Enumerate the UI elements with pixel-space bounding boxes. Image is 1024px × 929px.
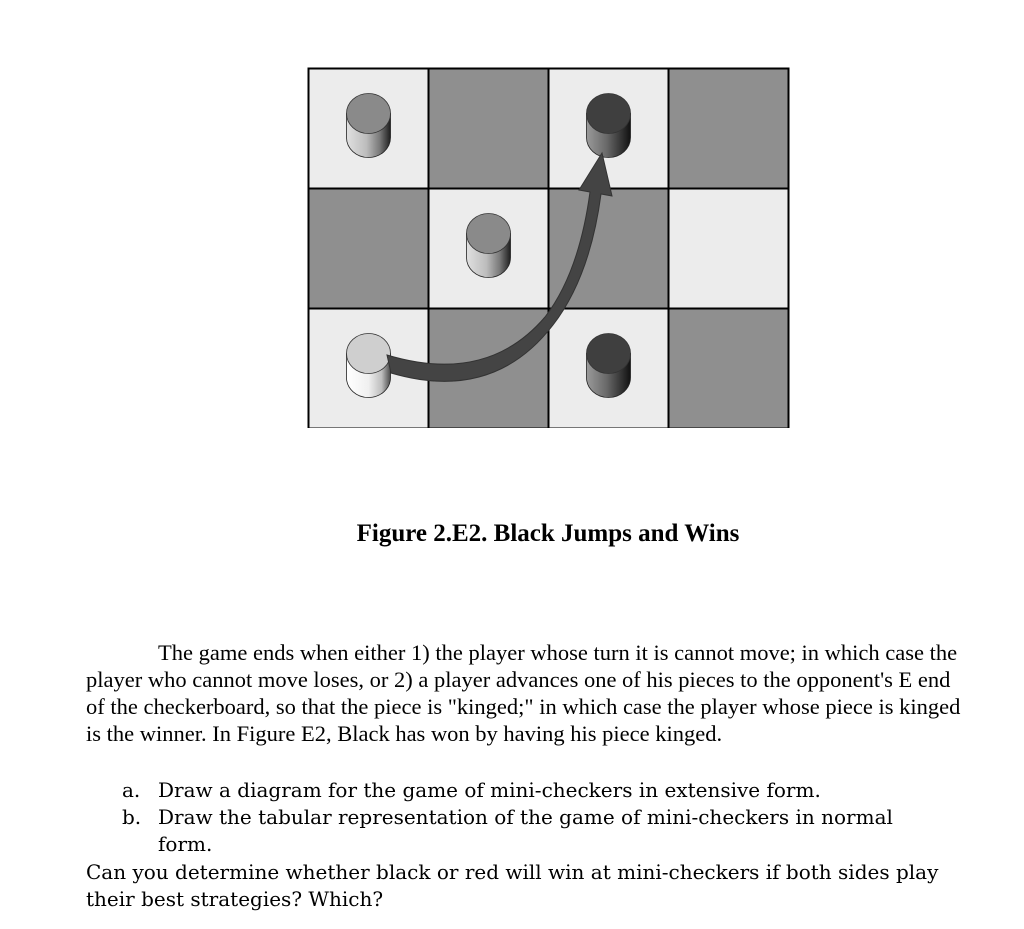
- board-square: [429, 69, 549, 189]
- figure-caption: Figure 2.E2. Black Jumps and Wins: [356, 520, 740, 547]
- checker-piece: [587, 334, 631, 398]
- board-square: [309, 189, 429, 309]
- checkerboard-figure: [307, 67, 790, 428]
- checker-piece: [347, 94, 391, 158]
- checker-piece: [587, 94, 631, 158]
- body-paragraph: [86, 639, 966, 747]
- board-square: [669, 309, 789, 429]
- board-square: [669, 69, 789, 189]
- board-square: [669, 189, 789, 309]
- checker-piece: [467, 214, 511, 278]
- checker-piece: [347, 334, 391, 398]
- list-text: Draw the tabular representation of the game of mini-checkers in normal form.: [158, 805, 893, 856]
- paragraph-rest: case the player who cannot move loses, or 2) a player advances one of his pieces to the opponent's E end of the checkerboard, so that the piece is "kinged;" in which case the player whose piece is kinged is the winner. In Figure E2, Black has won by having his piece kinged.: [86, 640, 961, 746]
- question-text: Can you determine whether black or red will win at mini-checkers if both sides play their best strategies? Which?: [86, 860, 939, 911]
- list-text: Draw a diagram for the game of mini-checkers in extensive form.: [158, 778, 821, 802]
- paragraph-line-1: The game ends when either 1) the player whose turn it is cannot move; in which: [158, 640, 880, 665]
- list-marker: b.: [122, 805, 142, 829]
- list-marker: a.: [122, 778, 141, 802]
